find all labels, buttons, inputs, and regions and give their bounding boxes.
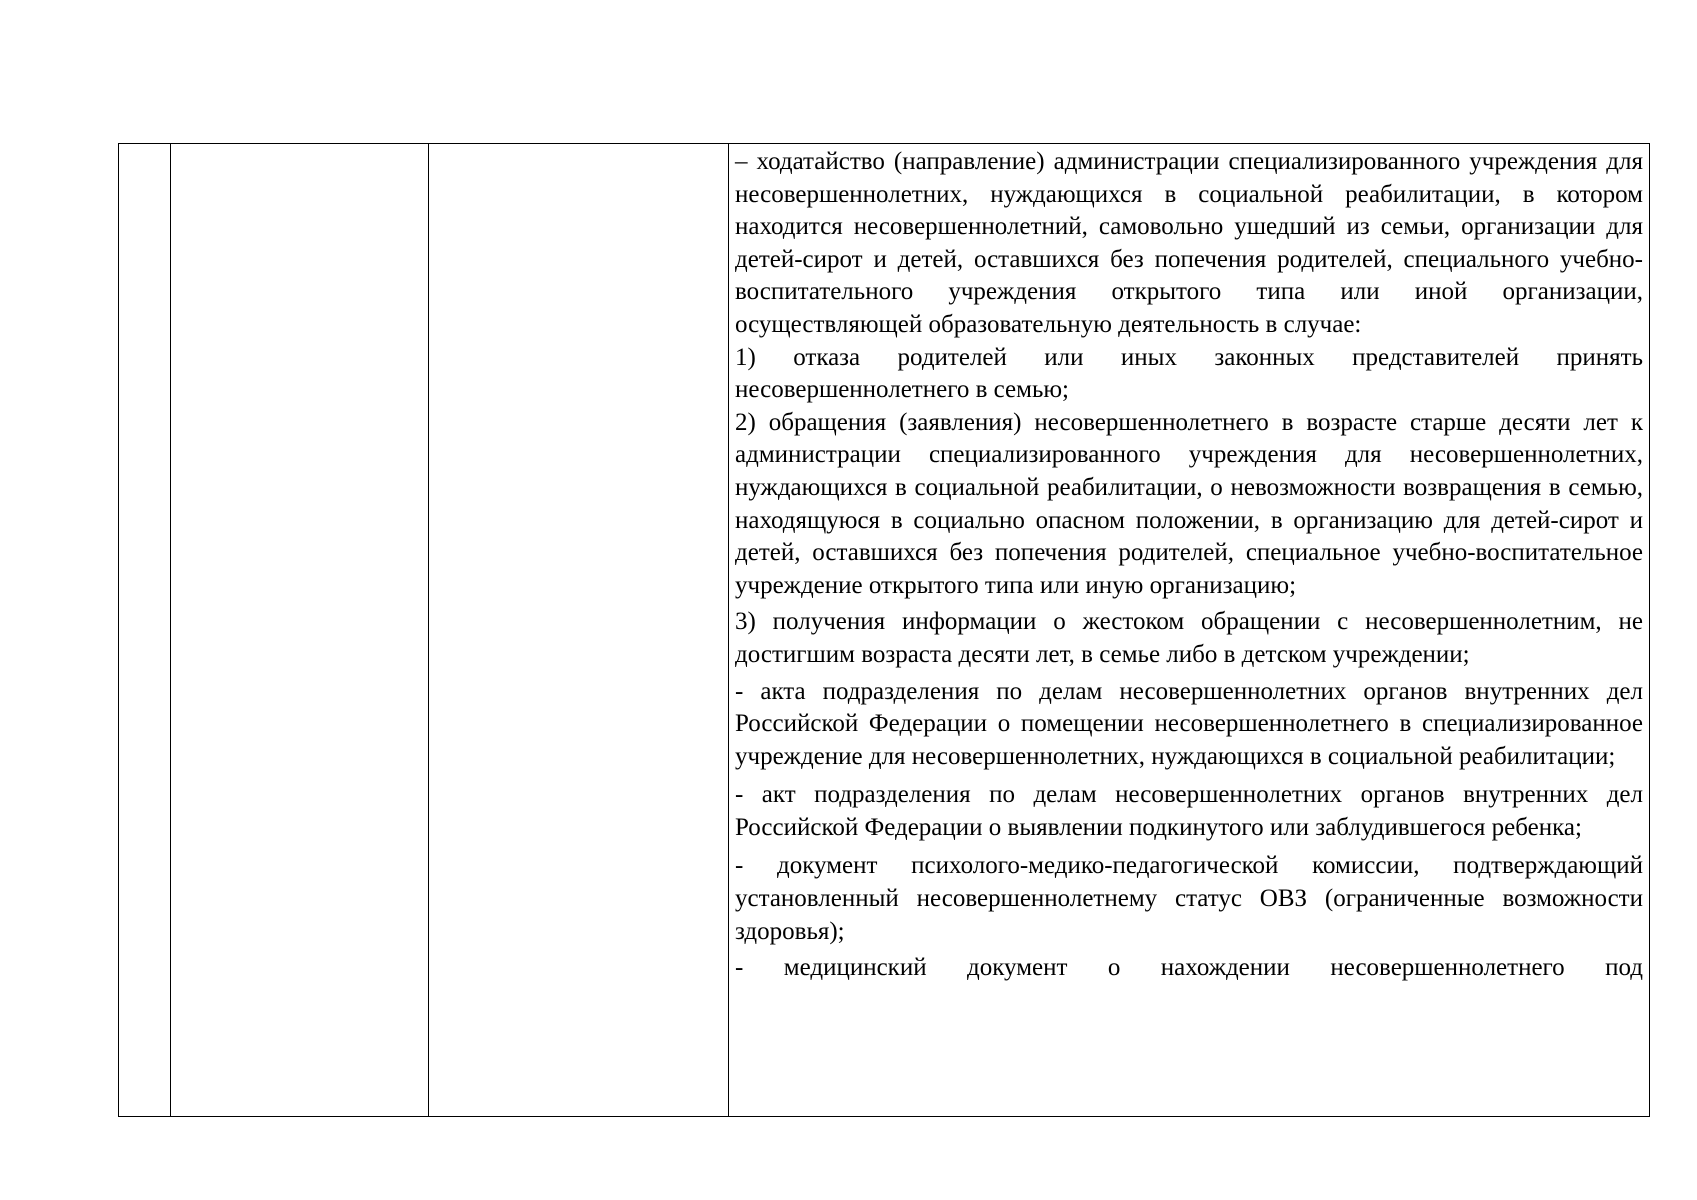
paragraph-police-act-placement: - акта подразделения по делам несовершеннолетних органов внутренних дел Российской Федерации о помещении несовершеннолетнего в специализированное учреждение для несовершеннолетних, нуждающихся в социальной реабилитации; <box>735 677 1643 770</box>
paragraph-item-1: 1) отказа родителей или иных законных представителей принять несовершеннолетнего в семью; <box>735 343 1643 404</box>
table-cell-description <box>429 144 729 1116</box>
paragraph-petition: – ходатайство (направление) администрации специализированного учреждения для несовершеннолетних, нуждающихся в социальной реабилитации, в котором находится несовершеннолетний, самовольно ушедший из семьи, организации для детей-сирот и детей, оставшихся без попечения родителей, специального учебно-воспитательного учреждения открытого типа или иной организации, осуществляющей образовательную деятельность в случае: <box>735 148 1643 338</box>
paragraph-medical-document: - медицинский документ о нахождении несовершеннолетнего под <box>735 954 1643 982</box>
paragraph-item-3: 3) получения информации о жестоком обращении с несовершеннолетним, не достигшим возраста десяти лет, в семье либо в детском учреждении; <box>735 608 1643 668</box>
paragraph-pmpk-document: - документ психолого-медико-педагогической комиссии, подтверждающий установленный несовершеннолетнему статус ОВЗ (ограниченные возможности здоровья); <box>735 852 1643 945</box>
paragraph-item-2: 2) обращения (заявления) несовершеннолетнего в возрасте старше десяти лет к администрации специализированного учреждения для несовершеннолетних, нуждающихся в социальной реабилитации, о невозможности возвращения в семью, находящуюся в социально опасном положении, в организацию для детей-сирот и детей, оставшихся без попечения родителей, специальное учебно-воспитательное учреждение открытого типа или иную организацию; <box>735 408 1643 599</box>
paragraph-police-act-found-child: - акт подразделения по делам несовершеннолетних органов внутренних дел Российской Федерации о выявлении подкинутого или заблудившегося ребенка; <box>735 781 1643 841</box>
table-cell-number <box>119 144 171 1116</box>
document-table <box>118 143 1650 1117</box>
table-cell-name <box>171 144 429 1116</box>
table-cell-documents <box>729 144 1649 1116</box>
